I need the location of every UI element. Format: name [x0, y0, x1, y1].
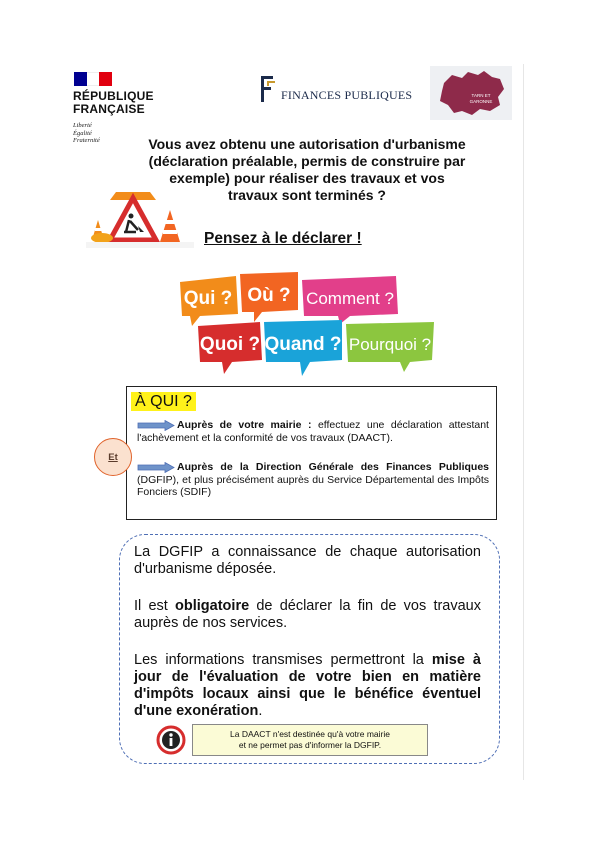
et-connector-badge: Et [94, 438, 132, 476]
info-paragraph-2-end: de déclarer la fin de vos travaux auprès de nos services. [134, 598, 482, 631]
info-paragraph-2-bold: obligatoire [175, 598, 250, 614]
info-paragraph-3-end: . [258, 703, 263, 719]
a-qui-item-dgfip-text: (DGFIP), et plus précisément auprès du Service Départemental des Impôts Fonciers (SDIF) [137, 473, 489, 498]
bubble-pourquoi [346, 322, 434, 372]
arrow-right-icon [137, 420, 175, 431]
info-paragraph-3-bold: mise à jour de l'évaluation de votre bien en matière d'impôts locaux ainsi que le bénéfice éventuel d'une exonération [134, 652, 481, 719]
arrow-right-icon [137, 462, 175, 473]
tarn-et-garonne-logo [430, 66, 512, 120]
a-qui-item-mairie-label: Auprès de votre mairie : [177, 419, 312, 431]
roadwork-illustration [86, 190, 194, 248]
finances-publiques-logo [255, 74, 425, 104]
page-edge [523, 64, 524, 780]
info-paragraph-2-start: Il est [134, 598, 176, 614]
info-paragraph-3-start: Les informations transmises permettront la [134, 652, 432, 668]
bubble-pourquoi-text: Pourquoi ? [348, 335, 432, 354]
question-bubbles-illustration [170, 270, 440, 378]
bubble-comment-text: Comment ? [306, 289, 394, 308]
info-paragraph-1: La DGFIP a connaissance de chaque autorisation d'urbanisme déposée. [134, 544, 481, 577]
info-icon [156, 725, 186, 755]
bubble-ou-text: Où ? [247, 285, 291, 306]
a-qui-item-dgfip [137, 461, 489, 499]
bubble-quand-text: Quand ? [264, 334, 342, 355]
a-qui-title: À QUI ? [131, 392, 196, 411]
bubble-qui [180, 276, 238, 326]
french-flag-logo [74, 72, 112, 86]
a-qui-item-mairie [137, 419, 489, 444]
intro-text: Vous avez obtenu une autorisation d'urbanisme (déclaration préalable, permis de construire par exemple) pour réaliser des travaux et vos travaux sont terminés ? [148, 136, 466, 203]
a-qui-item-mairie-text: effectuez une déclaration attestant l'achèvement et la conformité de vos travaux (DAACT). [137, 419, 489, 444]
republique-motto: Liberté Égalité Fraternité [73, 122, 100, 144]
a-qui-item-dgfip-label: Auprès de la Direction Générale des Finances Publiques [177, 461, 489, 473]
finances-publiques-label: FINANCES PUBLIQUES [281, 88, 413, 102]
call-to-action-heading: Pensez à le déclarer ! [204, 230, 362, 247]
info-paragraph-3 [134, 652, 481, 720]
bubble-ou [240, 272, 298, 322]
daact-note: La DAACT n'est destinée qu'à votre mairie et ne permet pas d'informer la DGFIP. [192, 724, 428, 756]
bubble-quand [264, 320, 342, 376]
bubble-qui-text: Qui ? [183, 288, 233, 309]
info-paragraph-2 [134, 598, 481, 632]
bubble-quoi-text: Quoi ? [199, 334, 261, 355]
bubble-comment [302, 276, 398, 324]
departement-label: TARN ET GARONNE [469, 93, 493, 104]
bubble-quoi [198, 322, 262, 374]
fp-emblem-icon [255, 74, 277, 104]
republique-francaise-title: RÉPUBLIQUE FRANÇAISE [73, 89, 154, 116]
